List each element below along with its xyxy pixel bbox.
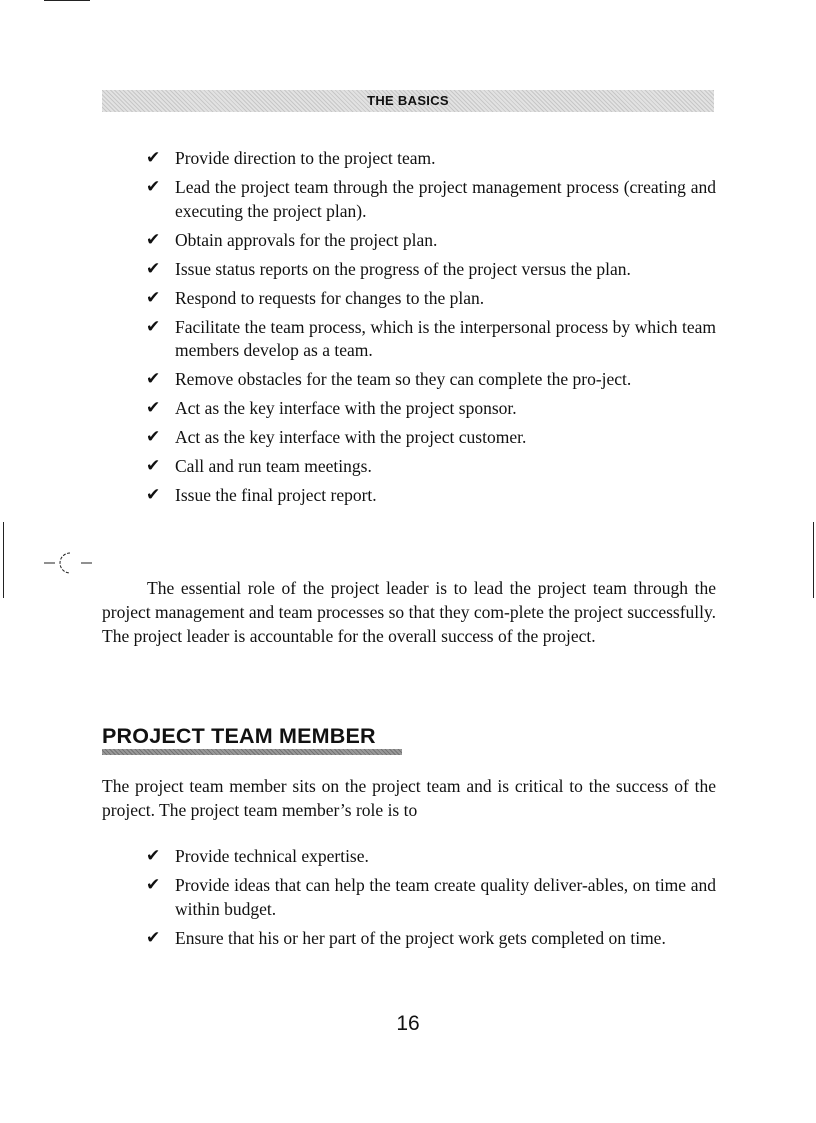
- list-item: [146, 229, 716, 253]
- list-item-text: Respond to requests for changes to the plan.: [175, 287, 485, 308]
- list-item-text: Provide ideas that can help the team create quality deliver-ables, on time and within budget.: [175, 875, 716, 919]
- checkmark-icon: ✔: [146, 846, 161, 866]
- list-item: [146, 874, 716, 921]
- list-item-text: Lead the project team through the project management process (creating and executing the project plan).: [175, 177, 716, 221]
- list-item-text: Act as the key interface with the project customer.: [175, 427, 527, 447]
- checkmark-icon: ✔: [146, 287, 161, 308]
- list-item-text: Remove obstacles for the team so they can complete the pro-ject.: [175, 369, 632, 389]
- crop-mark-right: [813, 522, 814, 598]
- checkmark-icon: ✔: [146, 485, 161, 505]
- checkmark-icon: ✔: [146, 148, 161, 168]
- list-item-text: Issue status reports on the progress of the project versus the plan.: [175, 258, 631, 279]
- list-item-text: Call and run team meetings.: [175, 456, 372, 476]
- checkmark-icon: ✔: [146, 427, 161, 447]
- crop-mark-left: [3, 522, 4, 598]
- crop-mark-top: [44, 0, 90, 1]
- checkmark-icon: ✔: [146, 258, 161, 279]
- list-item: [146, 258, 716, 282]
- list-item-text: Provide direction to the project team.: [175, 148, 436, 168]
- list-item: [146, 455, 716, 479]
- list-item-text: Issue the final project report.: [175, 485, 377, 505]
- list-item: [146, 397, 716, 421]
- checkmark-icon: ✔: [146, 456, 161, 476]
- list-item-text: Act as the key interface with the project sponsor.: [175, 398, 517, 418]
- list-item: [146, 845, 716, 869]
- leader-summary-paragraph: The essential role of the project leader is to lead the project team through the project management and team processes so that they com-plete the project successfully. The project leader is accountable for the overall success of the project.: [102, 578, 716, 646]
- checkmark-icon: ✔: [146, 177, 161, 197]
- list-item-text: Obtain approvals for the project plan.: [175, 229, 438, 250]
- checkmark-icon: ✔: [146, 875, 161, 895]
- checkmark-icon: ✔: [146, 229, 161, 250]
- list-item-text: Provide technical expertise.: [175, 846, 369, 866]
- checkmark-icon: ✔: [146, 369, 161, 389]
- list-item: [146, 287, 716, 311]
- list-item: [146, 176, 716, 223]
- list-item-text: Ensure that his or her part of the project work gets completed on time.: [175, 927, 666, 948]
- checkmark-icon: ✔: [146, 316, 161, 337]
- member-intro-paragraph: The project team member sits on the project team and is critical to the success of the project. The project team member’s role is to: [102, 776, 716, 820]
- heading-underline: [102, 749, 402, 755]
- list-item: [146, 484, 716, 508]
- list-item: [146, 147, 716, 171]
- list-item: [146, 927, 716, 951]
- team-member-duties-list: [146, 845, 716, 950]
- checkmark-icon: ✔: [146, 927, 161, 948]
- list-item: [146, 426, 716, 450]
- page-number: 16: [396, 1012, 420, 1035]
- registration-mark-icon: [44, 548, 94, 578]
- section-heading: PROJECT TEAM MEMBER: [102, 724, 376, 748]
- checkmark-icon: ✔: [146, 398, 161, 418]
- project-leader-duties-list: [146, 147, 716, 508]
- list-item: [146, 316, 716, 363]
- running-head: THE BASICS: [102, 90, 714, 112]
- list-item-text: Facilitate the team process, which is the interpersonal process by which team members develop as a team.: [175, 316, 716, 360]
- list-item: [146, 368, 716, 392]
